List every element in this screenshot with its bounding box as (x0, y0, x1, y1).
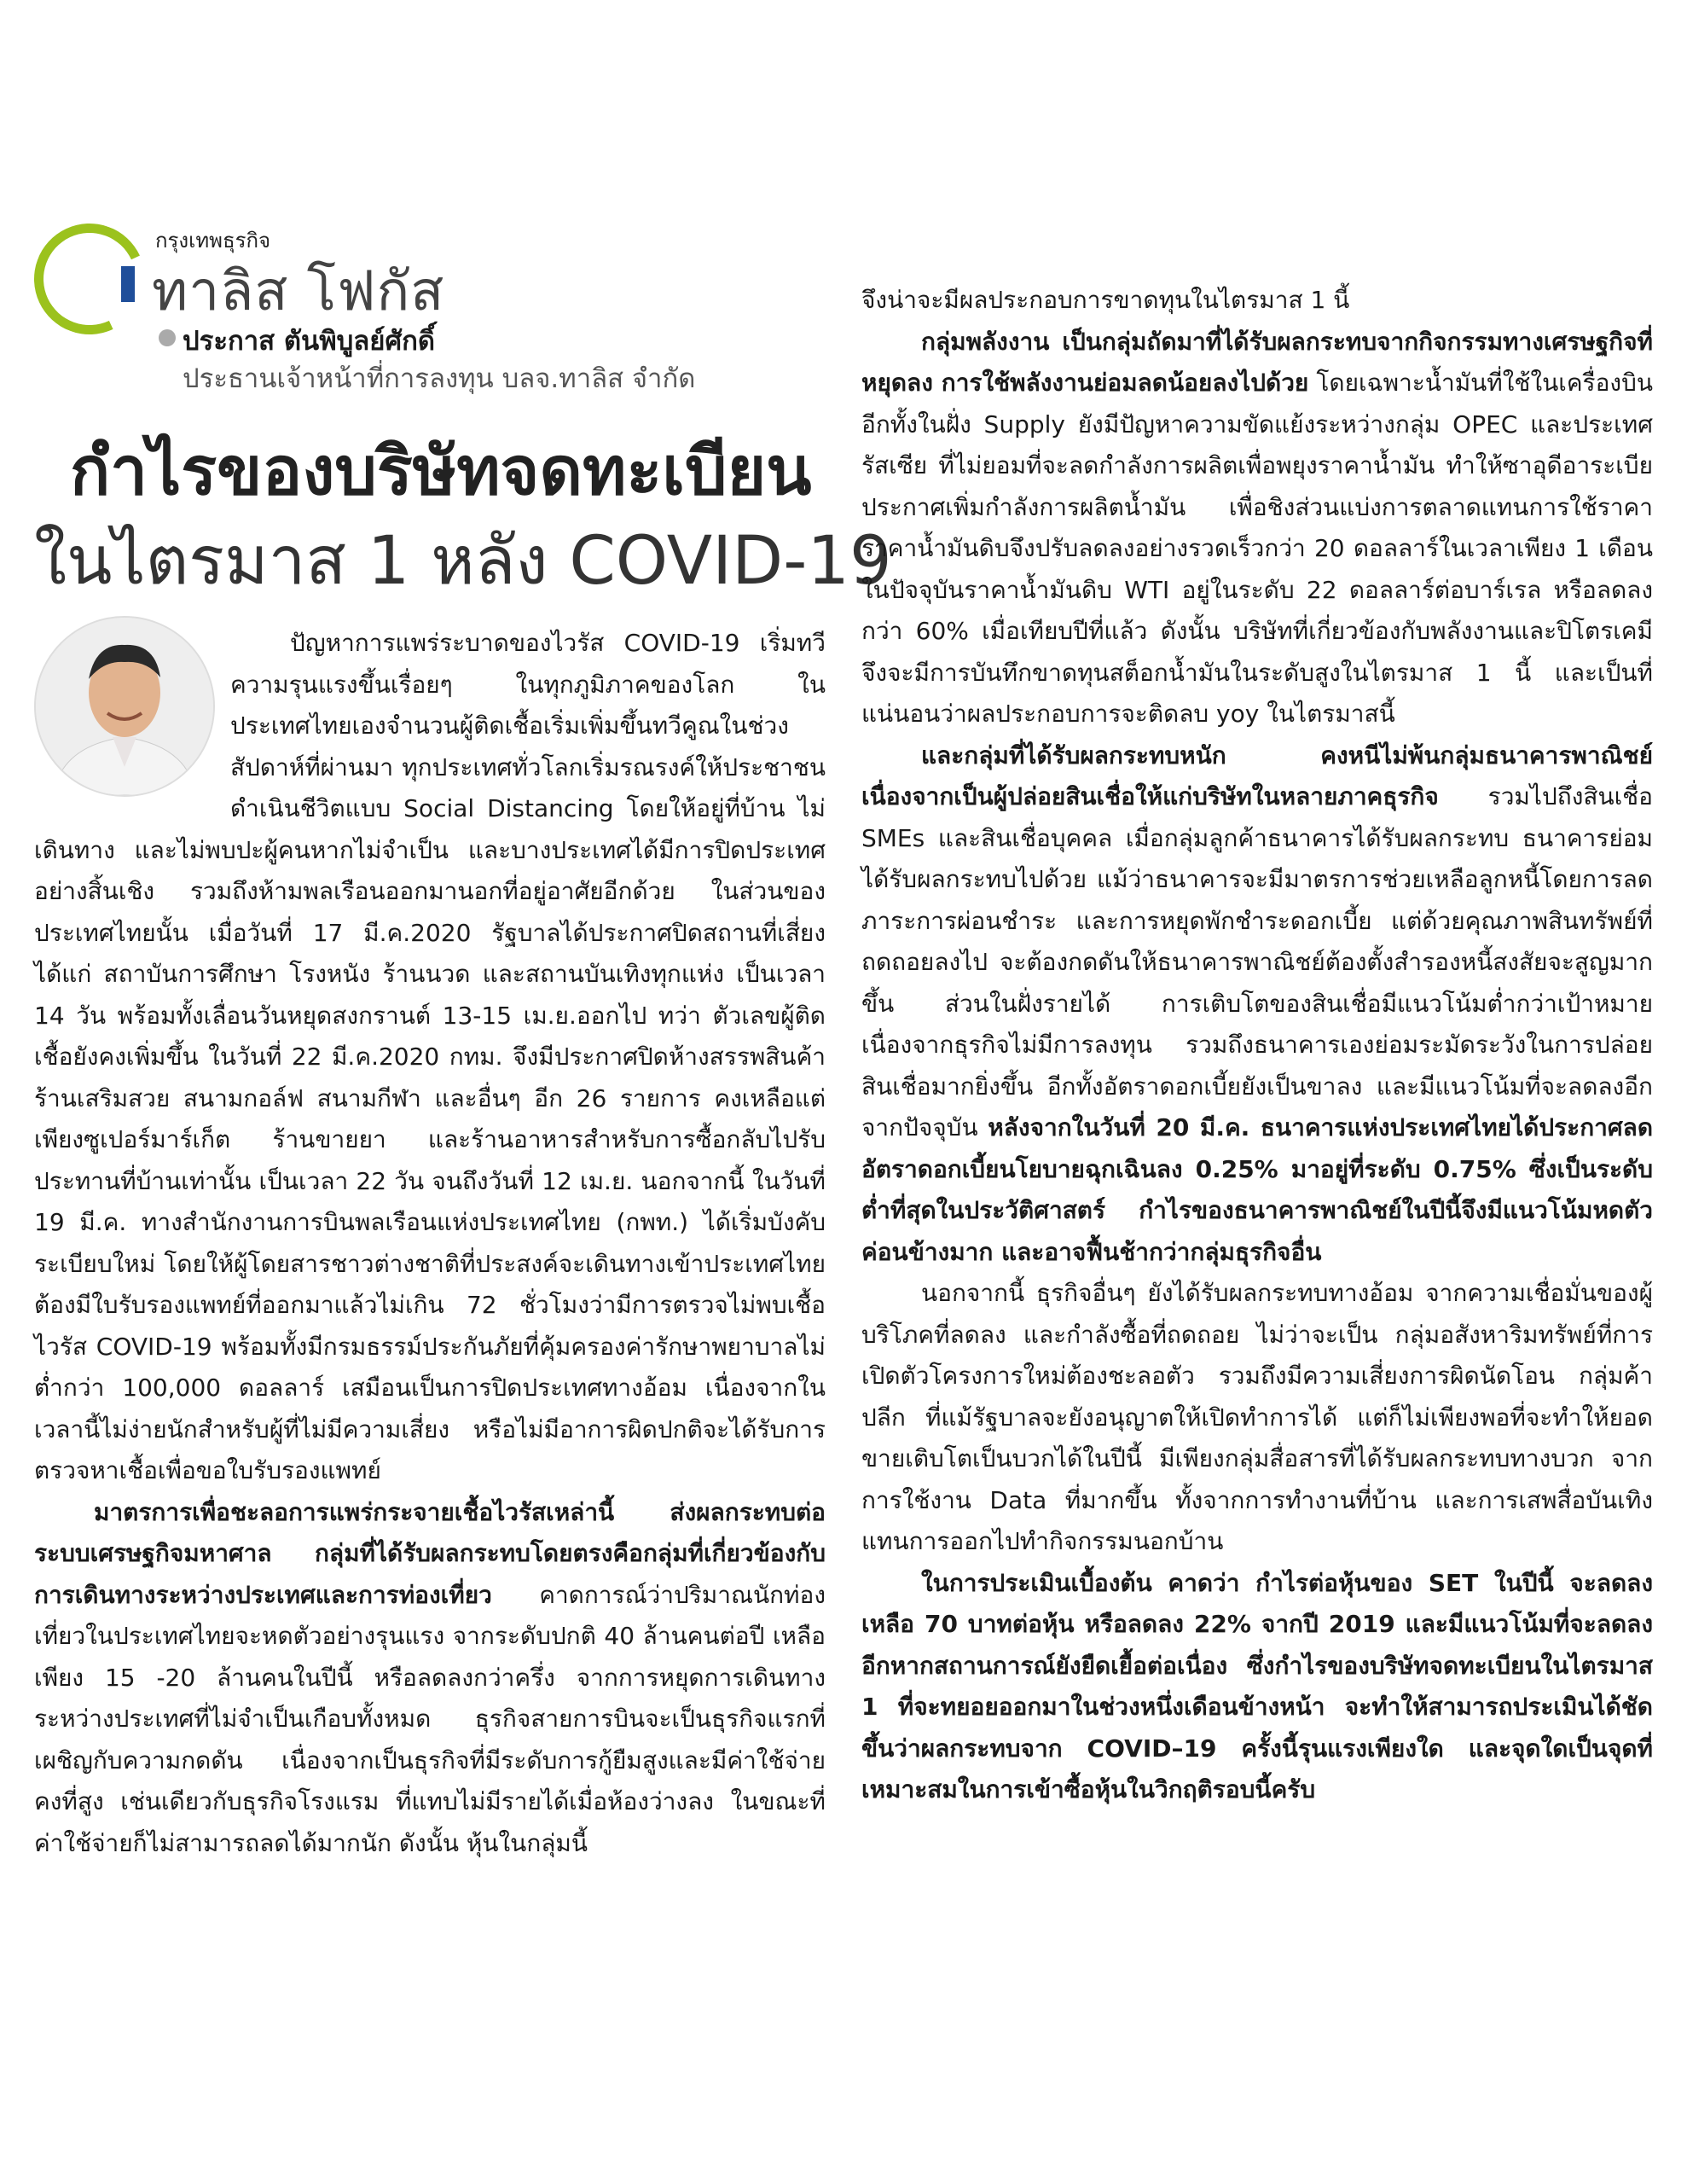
paragraph-1: ปัญหาการแพร่ระบาดของไวรัส COVID-19 เริ่มทวีความรุนแรงขึ้นเรื่อยๆ ในทุกภูมิภาคของโลก ในประเทศไทยเองจำนวนผู้ติดเชื้อเริ่มเพิ่มขึ้นทวีคูณในช่วงสัปดาห์ที่ผ่านมา ทุกประเทศทั่วโลกเริ่มรณรงค์ให้ประชาชนดำเนินชีวิตแบบ Social Distancing โดยให้อยู่ที่บ้าน ไม่เดินทาง และไม่พบปะผู้คนหากไม่จำเป็น และบางประเทศได้มีการปิดประเทศอย่างสิ้นเชิง รวมถึงห้ามพลเรือนออกมานอกที่อยู่อาศัยอีกด้วย ในส่วนของประเทศไทยนั้น เมื่อวันที่ 17 มี.ค.2020 รัฐบาลได้ประกาศปิดสถานที่เสี่ยงได้แก่ สถาบันการศึกษา โรงหนัง ร้านนวด และสถานบันเทิงทุกแห่ง เป็นเวลา 14 วัน พร้อมทั้งเลื่อนวันหยุดสงกรานต์ 13-15 เม.ย.ออกไป ทว่า ตัวเลขผู้ติดเชื้อยังคงเพิ่มขึ้น ในวันที่ 22 มี.ค.2020 กทม. จึงมีประกาศปิดห้างสรรพสินค้า ร้านเสริมสวย สนามกอล์ฟ สนามกีฬา และอื่นๆ อีก 26 รายการ คงเหลือแต่เพียงซูเปอร์มาร์เก็ต ร้านขายยา และร้านอาหารสำหรับการซื้อกลับไปรับประทานที่บ้านเท่านั้น เป็นเวลา 22 วัน จนถึงวันที่ 12 เม.ย. นอกจากนี้ ในวันที่ 19 มี.ค. ทางสำนักงานการบินพลเรือนแห่งประเทศไทย (กพท.) ได้เริ่มบังคับระเบียบใหม่ โดยให้ผู้โดยสารชาวต่างชาติที่ประสงค์จะเดินทางเข้าประเทศไทย ต้องมีใบรับรองแพทย์ที่ออกมาแล้วไม่เกิน 72 ชั่วโมงว่ามีการตรวจไม่พบเชื้อไวรัส COVID-19 พร้อมทั้งมีกรมธรรม์ประกันภัยที่คุ้มครองค่ารักษาพยาบาลไม่ต่ำกว่า 100,000 ดอลลาร์ เสมือนเป็นการปิดประเทศทางอ้อม เนื่องจากในเวลานี้ไม่ง่ายนักสำหรับผู้ที่ไม่มีความเสี่ยง หรือไม่มีอาการผิดปกติจะได้รับการตรวจหาเชื้อเพื่อขอใบรับรองแพทย์ (34, 629, 826, 1484)
portrait-wrap-space (34, 623, 230, 819)
headline-line-1: กำไรของบริษัทจดทะเบียน (70, 433, 812, 510)
article-column-right (861, 280, 1653, 1811)
author-role: ประธานเจ้าหน้าที่การลงทุน บลจ.ทาลิส จำกัด (183, 363, 696, 394)
paragraph-4-emphasis: หลังจากในวันที่ 20 มี.ค. ธนาคารแห่งประเทศไทยได้ประกาศลดอัตราดอกเบี้ยนโยบายฉุกเฉินลง 0.25% มาอยู่ที่ระดับ 0.75% ซึ่งเป็นระดับต่ำที่สุดในประวัติศาสตร์ กำไรของธนาคารพาณิชย์ในปีนี้จึงมีแนวโน้มหดตัวค่อนข้างมาก และอาจฟื้นช้ากว่ากลุ่มธุรกิจอื่น (861, 1113, 1653, 1266)
article-column-left (34, 623, 826, 1864)
paragraph-2-lead: มาตรการเพื่อชะลอการแพร่กระจายเชื้อไวรัสเหล่านี้ ส่งผลกระทบต่อระบบเศรษฐกิจมหาศาล กลุ่มที่ได้รับผลกระทบโดยตรงคือกลุ่มที่เกี่ยวข้องกับการเดินทางระหว่างประเทศและการท่องเที่ยว (34, 1497, 826, 1609)
paragraph-3-body: โดยเฉพาะน้ำมันที่ใช้ในเครื่องบิน อีกทั้งในฝั่ง Supply ยังมีปัญหาความขัดแย้งระหว่างกลุ่ม OPEC และประเทศรัสเซีย ที่ไม่ยอมที่จะลดกำลังการผลิตเพื่อพยุงราคาน้ำมัน ทำให้ซาอุดีอาระเบียประกาศเพิ่มกำลังการผลิตน้ำมัน เพื่อชิงส่วนแบ่งการตลาดแทนการใช้ราคา ราคาน้ำมันดิบจึงปรับลดลงอย่างรวดเร็วกว่า 20 ดอลลาร์ในเวลาเพียง 1 เดือน ในปัจจุบันราคาน้ำมันดิบ WTI อยู่ในระดับ 22 ดอลลาร์ต่อบาร์เรล หรือลดลงกว่า 60% เมื่อเทียบปีที่แล้ว ดังนั้น บริษัทที่เกี่ยวข้องกับพลังงานและปิโตรเคมี จึงจะมีการบันทึกขาดทุนสต็อกน้ำมันในระดับสูงในไตรมาส 1 นี้ และเป็นที่แน่นอนว่าผลประกอบการจะติดลบ yoy ในไตรมาสนี้ (861, 369, 1653, 728)
paragraph-4-body: รวมไปถึงสินเชื่อ SMEs และสินเชื่อบุคคล เมื่อกลุ่มลูกค้าธนาคารได้รับผลกระทบ ธนาคารย่อมได้รับผลกระทบไปด้วย แม้ว่าธนาคารจะมีมาตรการช่วยเหลือลูกหนี้โดยการลดภาระการผ่อนชำระ และการหยุดพักชำระดอกเบี้ย แต่ด้วยคุณภาพสินทรัพย์ที่ถดถอยลงไป จะต้องกดดันให้ธนาคารพาณิชย์ต้องตั้งสำรองหนี้สงสัยจะสูญมากขึ้น ส่วนในฝั่งรายได้ การเติบโตของสินเชื่อมีแนวโน้มต่ำกว่าเป้าหมาย เนื่องจากธุรกิจไม่มีการลงทุน รวมถึงธนาคารเองย่อมระมัดระวังในการปล่อยสินเชื่อมากยิ่งขึ้น อีกทั้งอัตราดอกเบี้ยยังเป็นขาลง และมีแนวโน้มที่จะลดลงอีกจากปัจจุบัน (861, 782, 1653, 1141)
paragraph-6-conclusion: ในการประเมินเบื้องต้น คาดว่า กำไรต่อหุ้นของ SET ในปีนี้ จะลดลงเหลือ 70 บาทต่อหุ้น หรือลดลง 22% จากปี 2019 และมีแนวโน้มที่จะลดลงอีกหากสถานการณ์ยังยืดเยื้อต่อเนื่อง ซึ่งกำไรของบริษัทจดทะเบียนในไตรมาส 1 ที่จะทยอยออกมาในช่วงหนึ่งเดือนข้างหน้า จะทำให้สามารถประเมินได้ชัดขึ้นว่าผลกระทบจาก COVID–19 ครั้งนี้รุนแรงเพียงใด และจุดใดเป็นจุดที่เหมาะสมในการเข้าซื้อหุ้นในวิกฤติรอบนี้ครับ (861, 1568, 1653, 1804)
publication-name: กรุงเทพธุรกิจ (155, 229, 271, 253)
paragraph-4 (861, 735, 1653, 1274)
masthead-bar (121, 266, 135, 302)
paragraph-5: นอกจากนี้ ธุรกิจอื่นๆ ยังได้รับผลกระทบทางอ้อม จากความเชื่อมั่นของผู้บริโภคที่ลดลง และกำลังซื้อที่ถดถอย ไม่ว่าจะเป็น กลุ่มอสังหาริมทรัพย์ที่การเปิดตัวโครงการใหม่ต้องชะลอตัว รวมถึงมีความเสี่ยงการผิดนัดโอน กลุ่มค้าปลีก ที่แม้รัฐบาลจะยังอนุญาตให้เปิดทำการได้ แต่ก็ไม่เพียงพอที่จะทำให้ยอดขายเติบโตเป็นบวกได้ในปีนี้ มีเพียงกลุ่มสื่อสารที่ได้รับผลกระทบทางบวก จากการใช้งาน Data ที่มากขึ้น ทั้งจากการทำงานที่บ้าน และการเสพสื่อบันเทิง แทนการออกไปทำกิจกรรมนอกบ้าน (861, 1279, 1653, 1555)
paragraph-6 (861, 1563, 1653, 1811)
author-name: ประกาส ตันพิบูลย์ศักดิ์ (183, 326, 436, 357)
headline-line-2: ในไตรมาส 1 หลัง COVID-19 (34, 523, 892, 600)
bullet-icon (159, 329, 176, 346)
paragraph-3 (861, 322, 1653, 735)
paragraph-2 (34, 1492, 826, 1865)
masthead-ring-logo (19, 208, 161, 351)
paragraph-2-continued: จึงน่าจะมีผลประกอบการขาดทุนในไตรมาส 1 นี้ (861, 286, 1350, 314)
paragraph-4-lead: และกลุ่มที่ได้รับผลกระทบหนัก คงหนีไม่พ้นกลุ่มธนาคารพาณิชย์ เนื่องจากเป็นผู้ปล่อยสินเชื่อให้แก่บริษัทในหลายภาคธุรกิจ (861, 741, 1653, 810)
paragraph-2-body: คาดการณ์ว่าปริมาณนักท่องเที่ยวในประเทศไทยจะหดตัวอย่างรุนแรง จากระดับปกติ 40 ล้านคนต่อปี เหลือเพียง 15 -20 ล้านคนในปีนี้ หรือลดลงกว่าครึ่ง จากการหยุดการเดินทางระหว่างประเทศที่ไม่จำเป็นเกือบทั้งหมด ธุรกิจสายการบินจะเป็นธุรกิจแรกที่เผชิญกับความกดดัน เนื่องจากเป็นธุรกิจที่มีระดับการกู้ยืมสูงและมีค่าใช้จ่ายคงที่สูง เช่นเดียวกับธุรกิจโรงแรม ที่แทบไม่มีรายได้เมื่อห้องว่างลง ในขณะที่ค่าใช้จ่ายก็ไม่สามารถลดได้มากนัก ดังนั้น หุ้นในกลุ่มนี้ (34, 1580, 826, 1857)
paragraph-3-lead: กลุ่มพลังงาน เป็นกลุ่มถัดมาที่ได้รับผลกระทบจากกิจกรรมทางเศรษฐกิจที่หยุดลง การใช้พลังงานย่อมลดน้อยลงไปด้วย (861, 327, 1653, 397)
column-name: ทาลิส โฟกัส (152, 260, 445, 323)
